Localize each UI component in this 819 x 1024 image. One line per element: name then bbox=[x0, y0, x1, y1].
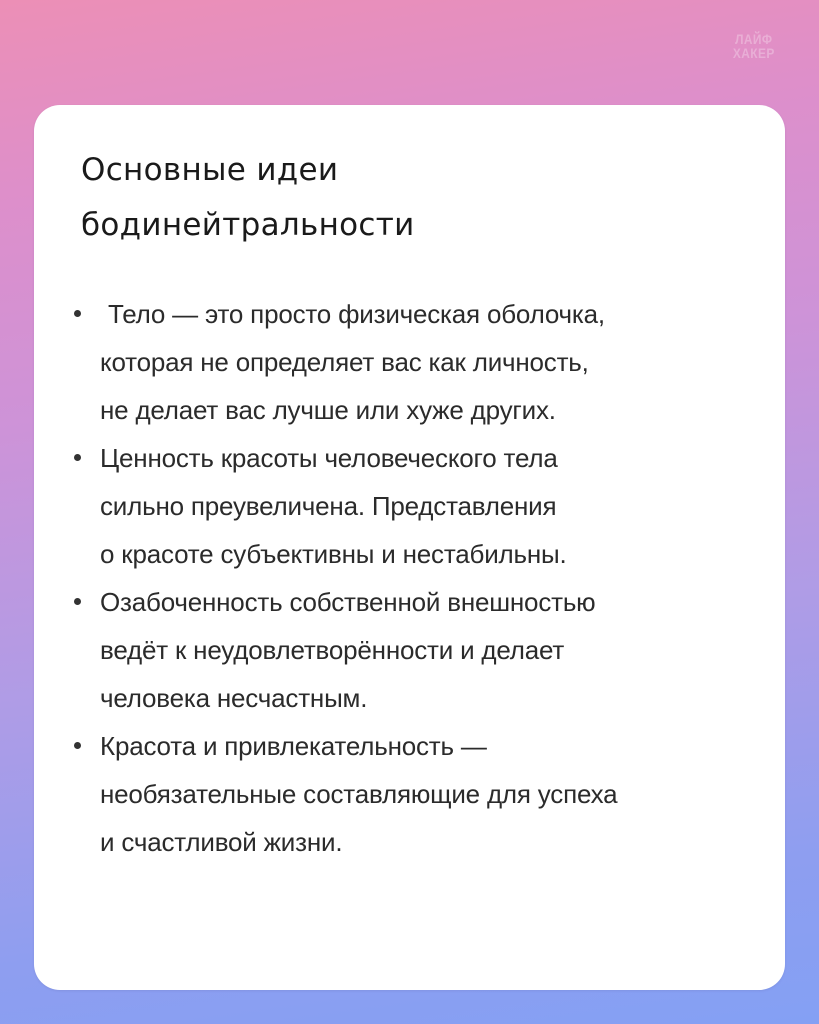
logo-line-2: ХАКЕР bbox=[732, 45, 775, 61]
list-item bbox=[74, 290, 754, 434]
title-line-1: Основные идеи bbox=[81, 152, 339, 188]
item-line: Тело — это просто физическая оболочка, bbox=[108, 299, 605, 329]
ideas-list bbox=[74, 290, 754, 866]
title-line-2: бодинейтральности bbox=[81, 207, 415, 243]
content-card bbox=[34, 105, 785, 990]
item-line: необязательные составляющие для успеха bbox=[100, 779, 618, 809]
item-line: Ценность красоты человеческого тела bbox=[100, 443, 558, 473]
list-item bbox=[74, 722, 754, 866]
bullet-icon bbox=[74, 742, 81, 749]
item-line: сильно преувеличена. Представления bbox=[100, 491, 557, 521]
item-line: и счастливой жизни. bbox=[100, 827, 343, 857]
item-line: которая не определяет вас как личность, bbox=[100, 347, 589, 377]
list-item bbox=[74, 578, 754, 722]
item-line: Озабоченность собственной внешностью bbox=[100, 587, 596, 617]
item-line: ведёт к неудовлетворённости и делает bbox=[100, 635, 565, 665]
item-line: Красота и привлекательность — bbox=[100, 731, 487, 761]
item-line: о красоте субъективны и нестабильны. bbox=[100, 539, 567, 569]
lifehacker-logo bbox=[730, 32, 778, 60]
bullet-icon bbox=[74, 454, 81, 461]
bullet-icon bbox=[74, 598, 81, 605]
card-title bbox=[81, 143, 415, 253]
item-line: не делает вас лучше или хуже других. bbox=[100, 395, 556, 425]
logo-line-1: ЛАЙФ bbox=[735, 31, 773, 47]
list-item bbox=[74, 434, 754, 578]
bullet-icon bbox=[74, 310, 81, 317]
item-line: человека несчастным. bbox=[100, 683, 368, 713]
